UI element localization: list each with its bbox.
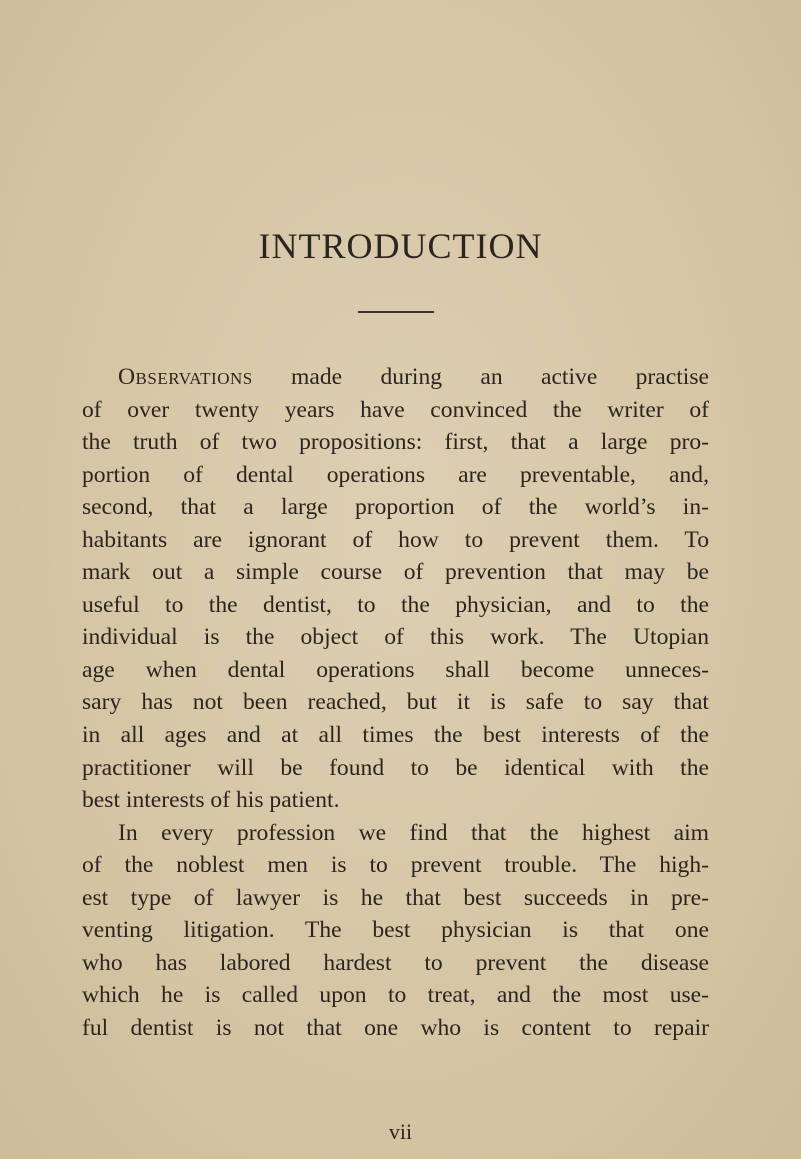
text-line: the truth of two propositions: first, that a large pro- (82, 429, 709, 456)
text-line: habitants are ignorant of how to prevent them. To (82, 526, 709, 553)
text-line: individual is the object of this work. The Utopian (82, 624, 709, 651)
heading-rule (358, 311, 434, 313)
text-line: ful dentist is not that one who is content to repair (82, 1014, 709, 1041)
text-line: venting litigation. The best physician is that one (82, 917, 709, 944)
text-line: practitioner will be found to be identical with the (82, 754, 709, 781)
text-line: second, that a large proportion of the world’s in- (82, 494, 709, 521)
text-line: portion of dental operations are preventable, and, (82, 461, 709, 488)
text-line: in all ages and at all times the best interests of the (82, 722, 709, 749)
page-number: vii (388, 1119, 413, 1144)
small-caps-lead: Observations (118, 364, 253, 390)
body-text (82, 361, 709, 1044)
text-line: of the noblest men is to prevent trouble. The high- (82, 852, 709, 879)
chapter-heading: INTRODUCTION (258, 226, 543, 266)
text-line: age when dental operations shall become unneces- (82, 656, 709, 683)
text-line: mark out a simple course of prevention that may be (82, 559, 709, 586)
text-line: best interests of his patient. (82, 787, 340, 814)
text-line: est type of lawyer is he that best succeeds in pre- (82, 884, 709, 911)
text-line: of over twenty years have convinced the writer of (82, 396, 709, 423)
text-line: Observations made during an active practise (118, 364, 709, 390)
text-line: which he is called upon to treat, and the most use- (82, 982, 709, 1009)
text-line: useful to the dentist, to the physician, and to the (82, 591, 709, 618)
text-line: who has labored hardest to prevent the disease (82, 949, 709, 976)
text-line: sary has not been reached, but it is safe to say that (82, 689, 709, 716)
text-line: In every profession we find that the highest aim (118, 819, 709, 846)
